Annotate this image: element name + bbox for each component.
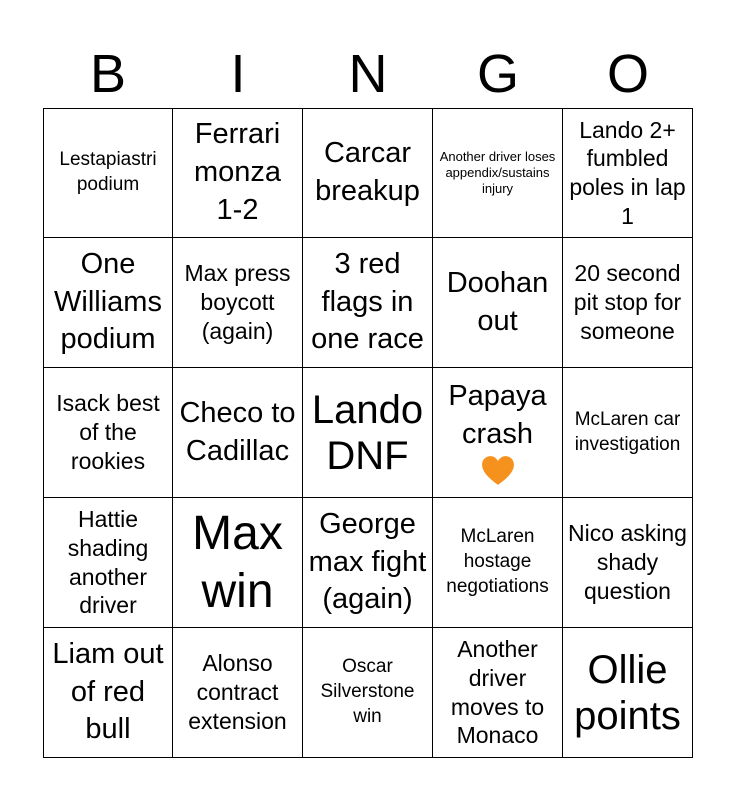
bingo-cell[interactable] xyxy=(563,108,693,238)
bingo-cell-text: Doohan out xyxy=(446,266,549,337)
bingo-cell-text: George max fight (again) xyxy=(308,507,427,616)
bingo-cell[interactable] xyxy=(43,498,173,628)
bingo-cell-text: Hattie shading another driver xyxy=(67,506,149,619)
bingo-cell-text: Alonso contract extension xyxy=(188,650,287,734)
header-letter-i: I xyxy=(230,44,246,104)
bingo-cell-text: Ferrari monza 1-2 xyxy=(193,118,282,226)
bingo-cell-text: Lando DNF xyxy=(311,387,424,478)
bingo-cell-text: Lando 2+ fumbled poles in lap 1 xyxy=(569,116,686,229)
bingo-cell-text: Isack best of the rookies xyxy=(56,390,160,474)
bingo-cell-text: 20 second pit stop for someone xyxy=(573,260,682,344)
bingo-cell[interactable] xyxy=(43,238,173,368)
bingo-cell[interactable] xyxy=(173,108,303,238)
bingo-cell[interactable] xyxy=(433,108,563,238)
bingo-cell-text: 3 red flags in one race xyxy=(311,247,424,356)
header-letter-g: G xyxy=(476,44,519,104)
header-letter-b: B xyxy=(89,44,127,104)
header-letter-o: O xyxy=(606,44,649,104)
bingo-cell-text: Papaya crash xyxy=(448,379,547,450)
bingo-cell[interactable] xyxy=(173,368,303,498)
bingo-header xyxy=(43,40,693,108)
bingo-cell-text: Carcar breakup xyxy=(315,137,420,207)
bingo-board xyxy=(43,108,693,758)
bingo-cell[interactable] xyxy=(303,628,433,758)
bingo-cell[interactable] xyxy=(173,498,303,628)
bingo-cell[interactable] xyxy=(433,498,563,628)
bingo-cell[interactable] xyxy=(43,108,173,238)
bingo-cell-text: McLaren car investigation xyxy=(574,408,681,455)
bingo-cell[interactable] xyxy=(563,498,693,628)
bingo-cell-text: Another driver loses appendix/sustains injury xyxy=(439,148,556,197)
bingo-cell-text: Max press boycott (again) xyxy=(184,260,291,344)
bingo-cell-text: Max win xyxy=(192,506,283,618)
bingo-cell-text: Ollie points xyxy=(574,647,681,738)
orange-heart-icon xyxy=(481,455,515,487)
bingo-cell[interactable] xyxy=(303,498,433,628)
header-letter-n: N xyxy=(348,44,388,104)
bingo-cell[interactable] xyxy=(173,628,303,758)
bingo-cell[interactable] xyxy=(303,108,433,238)
bingo-cell[interactable] xyxy=(303,368,433,498)
bingo-cell[interactable] xyxy=(563,238,693,368)
bingo-cell-text: Lestapiastri podium xyxy=(59,149,157,195)
bingo-cell-text: Nico asking shady question xyxy=(568,520,687,604)
bingo-cell[interactable] xyxy=(303,238,433,368)
bingo-cell[interactable] xyxy=(43,628,173,758)
bingo-cell[interactable] xyxy=(433,628,563,758)
bingo-cell[interactable] xyxy=(433,238,563,368)
bingo-cell-text: One Williams podium xyxy=(54,247,162,356)
bingo-cell-text: Oscar Silverstone win xyxy=(320,656,415,727)
bingo-cell[interactable] xyxy=(563,368,693,498)
bingo-cell-text: Checo to Cadillac xyxy=(179,396,296,467)
bingo-cell[interactable] xyxy=(563,628,693,758)
bingo-cell[interactable] xyxy=(43,368,173,498)
bingo-cell-text: McLaren hostage negotiations xyxy=(446,526,549,597)
bingo-cell-text: Liam out of red bull xyxy=(52,637,164,746)
bingo-cell[interactable] xyxy=(173,238,303,368)
bingo-cell[interactable] xyxy=(433,368,563,498)
bingo-cell-text: Another driver moves to Monaco xyxy=(450,636,545,749)
